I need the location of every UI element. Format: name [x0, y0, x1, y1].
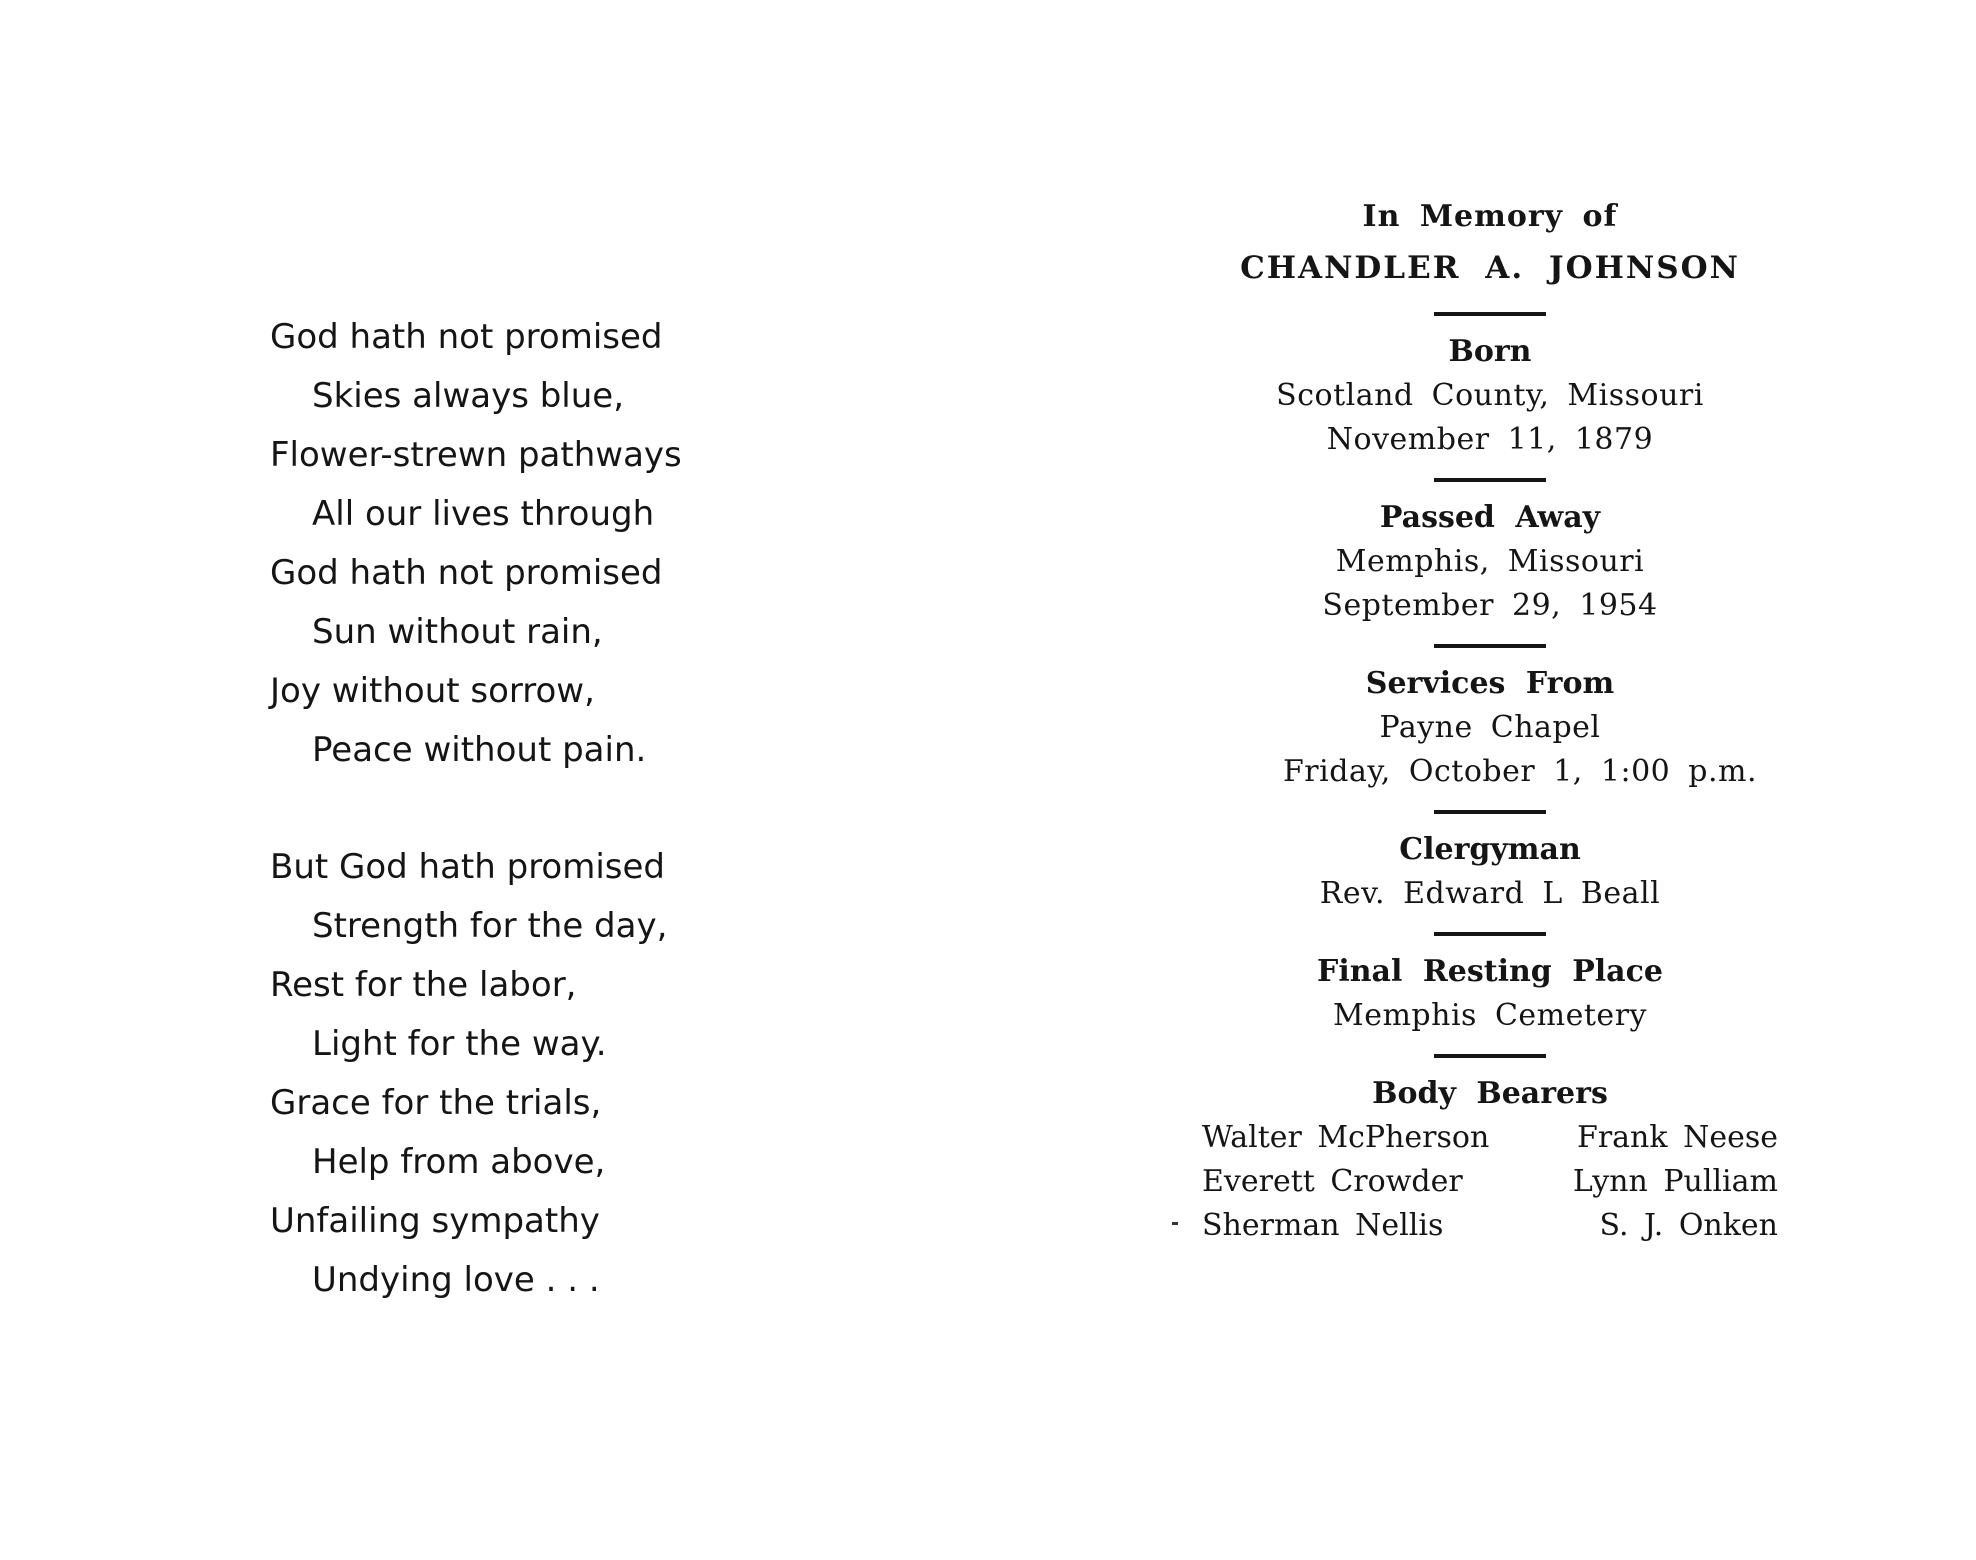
birth-place: Scotland County, Missouri	[1276, 378, 1704, 413]
poem-line: Strength for the day,	[312, 906, 668, 946]
poem-line: Help from above,	[312, 1142, 606, 1182]
bearer-name: S. J. Onken	[1599, 1208, 1778, 1243]
poem-line: Grace for the trials,	[270, 1083, 602, 1123]
clergyman-name: Rev. Edward L Beall	[1319, 876, 1661, 911]
poem-line: All our lives through	[312, 494, 655, 534]
clergyman-heading: Clergyman	[1399, 832, 1581, 867]
poem	[270, 308, 790, 1310]
bearer-name: Lynn Pulliam	[1572, 1164, 1778, 1199]
poem-line: Sun without rain,	[312, 612, 603, 652]
body-bearers-list	[1202, 1116, 1778, 1248]
resting-place: Memphis Cemetery	[1333, 998, 1647, 1033]
poem-line: Rest for the labor,	[270, 965, 577, 1005]
poem-line: Unfailing sympathy	[270, 1201, 600, 1241]
stanza-break	[270, 780, 790, 838]
divider	[1434, 932, 1546, 936]
body-bearers-heading: Body Bearers	[1372, 1076, 1608, 1111]
poem-line: But God hath promised	[270, 847, 666, 887]
divider	[1434, 644, 1546, 648]
birth-date: November 11, 1879	[1326, 422, 1654, 457]
services-time: Friday, October 1, 1:00 p.m.	[1282, 754, 1757, 789]
memorial-intro: In Memory of	[1362, 199, 1618, 234]
poem-line: Skies always blue,	[312, 376, 625, 416]
services-place: Payne Chapel	[1379, 710, 1601, 745]
poem-line: Light for the way.	[312, 1024, 607, 1064]
divider	[1434, 1054, 1546, 1058]
poem-line: God hath not promised	[270, 317, 663, 357]
bearer-name: Walter McPherson	[1202, 1120, 1490, 1155]
divider	[1434, 478, 1546, 482]
poem-line: God hath not promised	[270, 553, 663, 593]
poem-line: Flower-strewn pathways	[270, 435, 682, 475]
deceased-name: CHANDLER A. JOHNSON	[1240, 250, 1740, 286]
poem-line: Peace without pain.	[312, 730, 647, 770]
memorial-details	[1180, 192, 1800, 1248]
resting-place-heading: Final Resting Place	[1317, 954, 1663, 989]
print-speck	[1172, 1222, 1178, 1225]
poem-line: Undying love . . .	[312, 1260, 600, 1300]
poem-line: Joy without sorrow,	[270, 671, 595, 711]
bearer-name: Sherman Nellis	[1202, 1208, 1444, 1243]
divider	[1434, 312, 1546, 316]
divider	[1434, 810, 1546, 814]
passed-away-heading: Passed Away	[1379, 500, 1601, 535]
born-heading: Born	[1448, 334, 1532, 369]
death-date: September 29, 1954	[1322, 588, 1658, 623]
bearer-name: Frank Neese	[1577, 1120, 1778, 1155]
death-place: Memphis, Missouri	[1335, 544, 1645, 579]
services-heading: Services From	[1365, 666, 1615, 701]
bearer-name: Everett Crowder	[1202, 1164, 1463, 1199]
